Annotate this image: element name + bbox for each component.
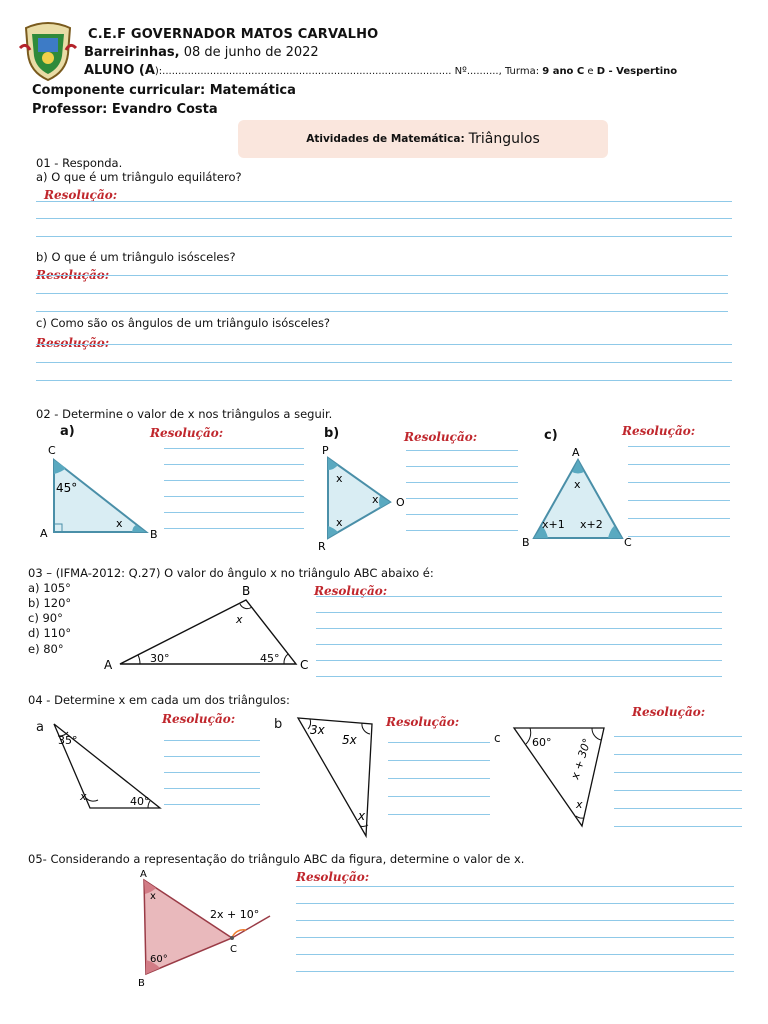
answer-line[interactable] <box>316 612 722 613</box>
answer-line[interactable] <box>296 920 734 921</box>
answer-line[interactable] <box>628 500 730 501</box>
answer-line[interactable] <box>164 804 260 805</box>
aluno-field: ):........................................................................................... <box>154 66 452 77</box>
angle-40: 40° <box>130 795 150 808</box>
answer-line[interactable] <box>628 446 730 447</box>
answer-line[interactable] <box>628 518 730 519</box>
q4-heading: 04 - Determine x em cada um dos triângulos: <box>28 693 290 707</box>
answer-line[interactable] <box>614 790 742 791</box>
vertex-O: O <box>396 496 405 509</box>
answer-line[interactable] <box>164 512 304 513</box>
q4b-label: b <box>274 717 283 732</box>
vertex-B: B <box>150 528 158 540</box>
answer-line[interactable] <box>36 362 732 363</box>
resolucao-label: Resolução: <box>36 268 110 282</box>
answer-line[interactable] <box>406 466 518 467</box>
answer-line[interactable] <box>316 644 722 645</box>
vertex-R: R <box>318 540 326 552</box>
answer-line[interactable] <box>296 937 734 938</box>
q2-heading: 02 - Determine o valor de x nos triângulos a seguir. <box>36 407 333 421</box>
angle-x-R: x <box>336 516 343 529</box>
answer-line[interactable] <box>36 344 732 345</box>
answer-line[interactable] <box>36 275 728 276</box>
answer-line[interactable] <box>164 464 304 465</box>
q2a-label: a) <box>60 424 75 439</box>
answer-line[interactable] <box>614 772 742 773</box>
date-line <box>84 45 319 60</box>
answer-line[interactable] <box>164 756 260 757</box>
angle-x-O: x <box>372 493 379 506</box>
vertex-A: A <box>140 869 147 880</box>
angle-x: x <box>576 798 583 811</box>
q4a-label: a <box>36 720 44 735</box>
answer-line[interactable] <box>406 514 518 515</box>
angle-x: x <box>236 613 243 626</box>
answer-line[interactable] <box>36 380 732 381</box>
activity-title-box <box>238 120 608 158</box>
answer-line[interactable] <box>36 311 728 312</box>
answer-line[interactable] <box>388 778 490 779</box>
professor-label: Professor: <box>32 102 112 117</box>
angle-x-plus-2: x+2 <box>580 518 603 531</box>
componente: Matemática <box>209 83 296 98</box>
answer-line[interactable] <box>614 808 742 809</box>
answer-line[interactable] <box>388 796 490 797</box>
q1b-text: b) O que é um triângulo isósceles? <box>36 250 236 264</box>
q4c-figure <box>506 722 610 830</box>
angle-35: 35° <box>58 734 78 747</box>
answer-line[interactable] <box>614 826 742 827</box>
q3-option-a[interactable]: a) 105° <box>28 581 71 595</box>
school-name: C.E.F GOVERNADOR MATOS CARVALHO <box>88 27 379 42</box>
q3-option-c[interactable]: c) 90° <box>28 611 63 625</box>
q2b-label: b) <box>324 426 340 441</box>
answer-line[interactable] <box>388 814 490 815</box>
answer-line[interactable] <box>164 740 260 741</box>
q3-heading: 03 – (IFMA-2012: Q.27) O valor do ângulo x no triângulo ABC abaixo é: <box>28 566 434 580</box>
q4a-figure <box>46 716 166 816</box>
angle-x-P: x <box>336 472 343 485</box>
answer-line[interactable] <box>36 236 732 237</box>
title-prefix: Atividades de Matemática: <box>306 133 465 145</box>
answer-line[interactable] <box>164 788 260 789</box>
q5-heading: 05- Considerando a representação do triângulo ABC da figura, determine o valor de x. <box>28 852 525 866</box>
vertex-C: C <box>624 536 632 549</box>
q3-option-b[interactable]: b) 120° <box>28 596 72 610</box>
resolucao-label: Resolução: <box>150 426 224 440</box>
vertex-B: B <box>522 536 530 549</box>
student-line <box>84 63 677 78</box>
angle-x: x <box>358 809 366 823</box>
answer-line[interactable] <box>164 448 304 449</box>
date: 08 de junho de 2022 <box>179 45 319 60</box>
q3-figure <box>100 582 315 672</box>
turma-period: D - Vespertino <box>596 66 678 77</box>
answer-line[interactable] <box>164 480 304 481</box>
answer-line[interactable] <box>316 676 722 677</box>
angle-x-plus-30: x + 30° <box>568 736 594 781</box>
vertex-B: B <box>138 978 145 989</box>
vertex-P: P <box>322 444 329 457</box>
aluno-label: ALUNO (A <box>84 63 155 78</box>
vertex-C: C <box>230 944 237 955</box>
angle-60: 60° <box>150 954 168 965</box>
q3-option-e[interactable]: e) 80° <box>28 642 64 656</box>
city: Barreirinhas, <box>84 45 180 60</box>
angle-x: x <box>574 478 581 491</box>
componente-label: Componente curricular: <box>32 83 210 98</box>
q5-figure <box>130 868 280 990</box>
answer-line[interactable] <box>296 903 734 904</box>
resolucao-label: Resolução: <box>36 336 110 350</box>
resolucao-label: Resolução: <box>162 712 236 726</box>
answer-line[interactable] <box>36 218 732 219</box>
q3-option-d[interactable]: d) 110° <box>28 626 72 640</box>
answer-line[interactable] <box>296 954 734 955</box>
angle-x: x <box>150 891 156 902</box>
answer-line[interactable] <box>406 450 518 451</box>
answer-line[interactable] <box>406 482 518 483</box>
answer-line[interactable] <box>296 971 734 972</box>
resolucao-label: Resolução: <box>386 715 460 729</box>
answer-line[interactable] <box>628 482 730 483</box>
vertex-C: C <box>48 444 56 457</box>
resolucao-label: Resolução: <box>314 584 388 598</box>
q2c-label: c) <box>544 428 558 443</box>
angle-x: x <box>80 790 87 803</box>
answer-line[interactable] <box>316 596 722 597</box>
angle-45: 45° <box>56 481 78 495</box>
turma: 9 ano C <box>542 66 585 77</box>
angle-60: 60° <box>532 736 552 749</box>
q2a-figure <box>36 440 166 540</box>
answer-line[interactable] <box>388 742 490 743</box>
answer-line[interactable] <box>388 760 490 761</box>
q2b-figure <box>312 440 412 552</box>
resolucao-label: Resolução: <box>632 705 706 719</box>
angle-3x: 3x <box>310 723 325 737</box>
turma-and: e <box>584 66 597 77</box>
resolucao-label: Resolução: <box>296 870 370 884</box>
q1-heading: 01 - Responda. <box>36 156 123 170</box>
vertex-B: B <box>242 584 251 598</box>
q1c-text: c) Como são os ângulos de um triângulo isósceles? <box>36 316 331 330</box>
resolucao-label: Resolução: <box>44 188 118 202</box>
q2c-figure <box>516 442 636 550</box>
q4c-label: c <box>494 731 501 745</box>
answer-line[interactable] <box>296 886 734 887</box>
answer-line[interactable] <box>614 736 742 737</box>
q4b-figure <box>292 712 384 842</box>
professor-line <box>32 102 218 117</box>
angle-30: 30° <box>150 652 170 665</box>
answer-line[interactable] <box>316 628 722 629</box>
angle-5x: 5x <box>342 733 357 747</box>
answer-line[interactable] <box>164 496 304 497</box>
vertex-A: A <box>104 658 113 672</box>
school-logo <box>16 18 80 82</box>
answer-line[interactable] <box>628 536 730 537</box>
answer-line[interactable] <box>316 660 722 661</box>
numero-field: Nº.........., Turma: <box>451 66 543 77</box>
q1a-text: a) O que é um triângulo equilátero? <box>36 170 242 184</box>
vertex-A: A <box>572 446 580 459</box>
answer-line[interactable] <box>164 528 304 529</box>
answer-line[interactable] <box>36 293 728 294</box>
angle-45: 45° <box>260 652 280 665</box>
title-topic: Triângulos <box>468 131 540 147</box>
professor: Evandro Costa <box>111 102 218 117</box>
answer-line[interactable] <box>406 530 518 531</box>
answer-line[interactable] <box>628 464 730 465</box>
answer-line[interactable] <box>406 498 518 499</box>
vertex-C: C <box>300 658 309 672</box>
resolucao-label: Resolução: <box>622 424 696 438</box>
angle-x: x <box>116 517 123 530</box>
exterior-angle: 2x + 10° <box>210 908 260 921</box>
resolucao-label: Resolução: <box>404 430 478 444</box>
angle-x-plus-1: x+1 <box>542 518 565 531</box>
vertex-A: A <box>40 527 48 540</box>
answer-line[interactable] <box>614 754 742 755</box>
answer-line[interactable] <box>36 201 732 202</box>
answer-line[interactable] <box>164 772 260 773</box>
component-line <box>32 83 296 98</box>
